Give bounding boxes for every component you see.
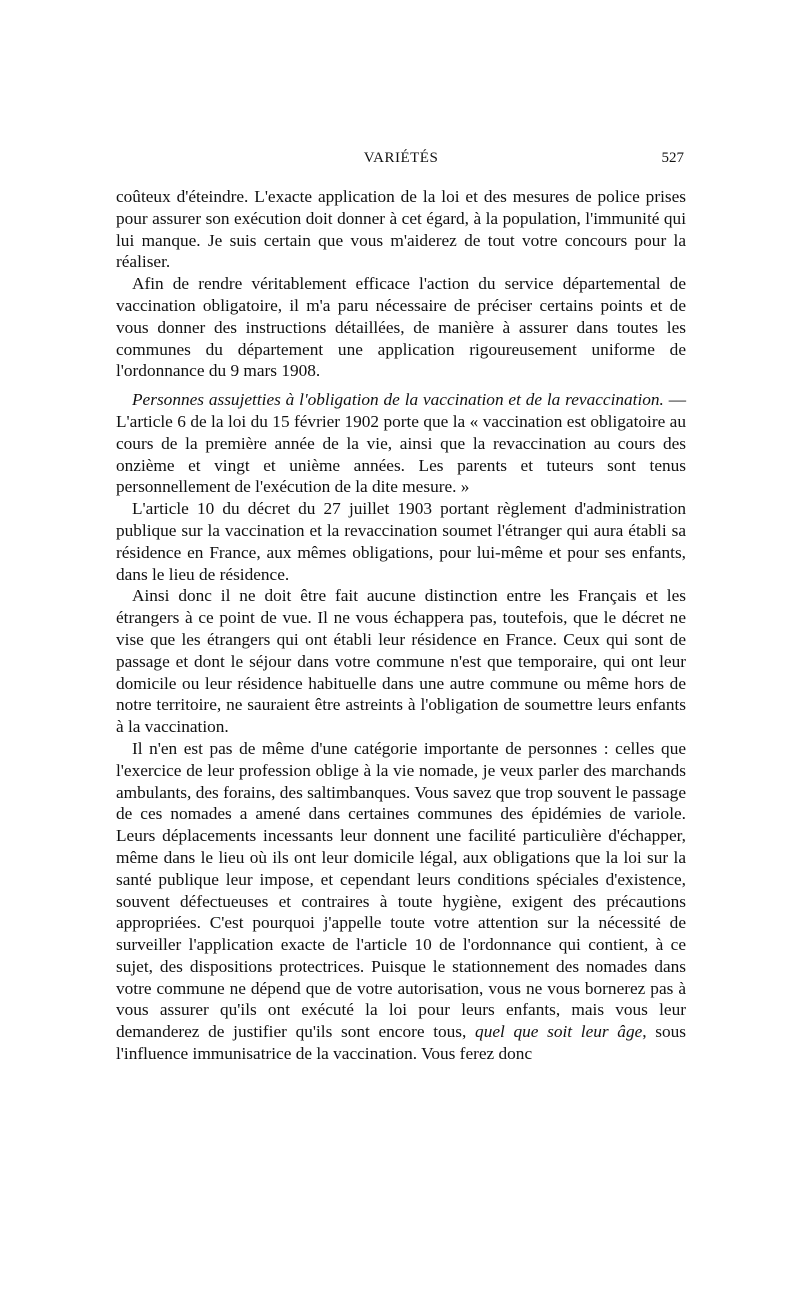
body-text — [116, 186, 686, 1065]
paragraph-6-text-before: Il n'en est pas de même d'une catégorie importante de personnes : celles que l'exercice de leur profession oblige à la vie nomade, je veux parler des marchands ambulants, des forains, des saltimbanques. Vous savez que trop souvent le passage de ces nomades a amené dans certaines communes des épidémies de variole. Leurs déplacements incessants leur donnent une facilité particulière d'échapper, même dans le lieu où ils ont leur domicile légal, aux obligations que la loi sur la santé publique leur impose, et cependant leurs conditions spéciales d'existence, souvent défectueuses et contraires à toute hygiène, exigent des précautions appropriées. C'est pourquoi j'appelle toute votre attention sur la nécessité de surveiller l'application exacte de l'article 10 de l'ordonnance qui contient, à ce sujet, des dispositions protectrices. Puisque le stationnement des nomades dans votre commune ne dépend que de votre autorisation, vous ne vous bornerez pas à vous assurer qu'ils ont exécuté la loi pour leurs enfants, mais vous leur demanderez de justifier qu'ils sont encore tous, — [116, 738, 686, 1042]
paragraph-3 — [116, 389, 686, 498]
paragraph-4-text: L'article 10 du décret du 27 juillet 1903 portant règlement d'administration publique sur la vaccination et la revaccination soumet l'étranger qui aura établi sa résidence en France, aux mêmes obligations, pour lui-même et pour ses enfants, dans le lieu de résidence. — [116, 499, 686, 584]
paragraph-6-italic: quel que soit leur âge — [475, 1022, 643, 1042]
page-header — [116, 150, 686, 180]
running-head: VARIÉTÉS — [363, 150, 439, 166]
paragraph-1-text: coûteux d'éteindre. L'exacte application de la loi et des mesures de police prises pour assurer son exécution doit donner à cet égard, à la population, l'immunité qui lui manque. Je suis certain que vous m'aiderez de tout votre concours pour la réaliser. — [116, 187, 686, 272]
paragraph-5-text: Ainsi donc il ne doit être fait aucune distinction entre les Français et les étrangers à ce point de vue. Il ne vous échappera pas, toutefois, que le décret ne vise que les étrangers qui ont établi leur résidence en France. Ceux qui sont de passage et dont le séjour dans votre commune n'est que temporaire, qui ont leur domicile ou leur résidence habituelle dans une autre commune ou même hors de notre territoire, ne sauraient être astreints à l'obligation de soumettre leurs enfants à la vaccination. — [116, 586, 686, 737]
paragraph-2 — [116, 273, 686, 382]
paragraph-3-text: — L'article 6 de la loi du 15 février 1902 porte que la « vaccination est obligatoire au cours de la première année de la vie, ainsi que la revaccination au cours des onzième et vingt et unième années. Les parents et tuteurs sont tenus personnellement de l'exécution de la dite mesure. » — [116, 390, 686, 497]
paragraph-6 — [116, 738, 686, 1065]
document-page — [116, 150, 686, 1065]
paragraph-1 — [116, 186, 686, 273]
page-number: 527 — [661, 150, 684, 166]
paragraph-2-text: Afin de rendre véritablement efficace l'action du service départemental de vaccination obligatoire, il m'a paru nécessaire de préciser certains points et de vous donner des instructions détaillées, de manière à assurer dans toutes les communes du département une application rigoureusement uniforme de l'ordonnance du 9 mars 1908. — [116, 274, 686, 381]
paragraph-5 — [116, 585, 686, 738]
section-heading: Personnes assujetties à l'obligation de la vaccination et de la revaccination. — [132, 390, 664, 410]
paragraph-6-text-after: , sous l'influence immunisatrice de la vaccination. Vous ferez donc — [116, 1022, 687, 1064]
paragraph-4 — [116, 498, 686, 585]
